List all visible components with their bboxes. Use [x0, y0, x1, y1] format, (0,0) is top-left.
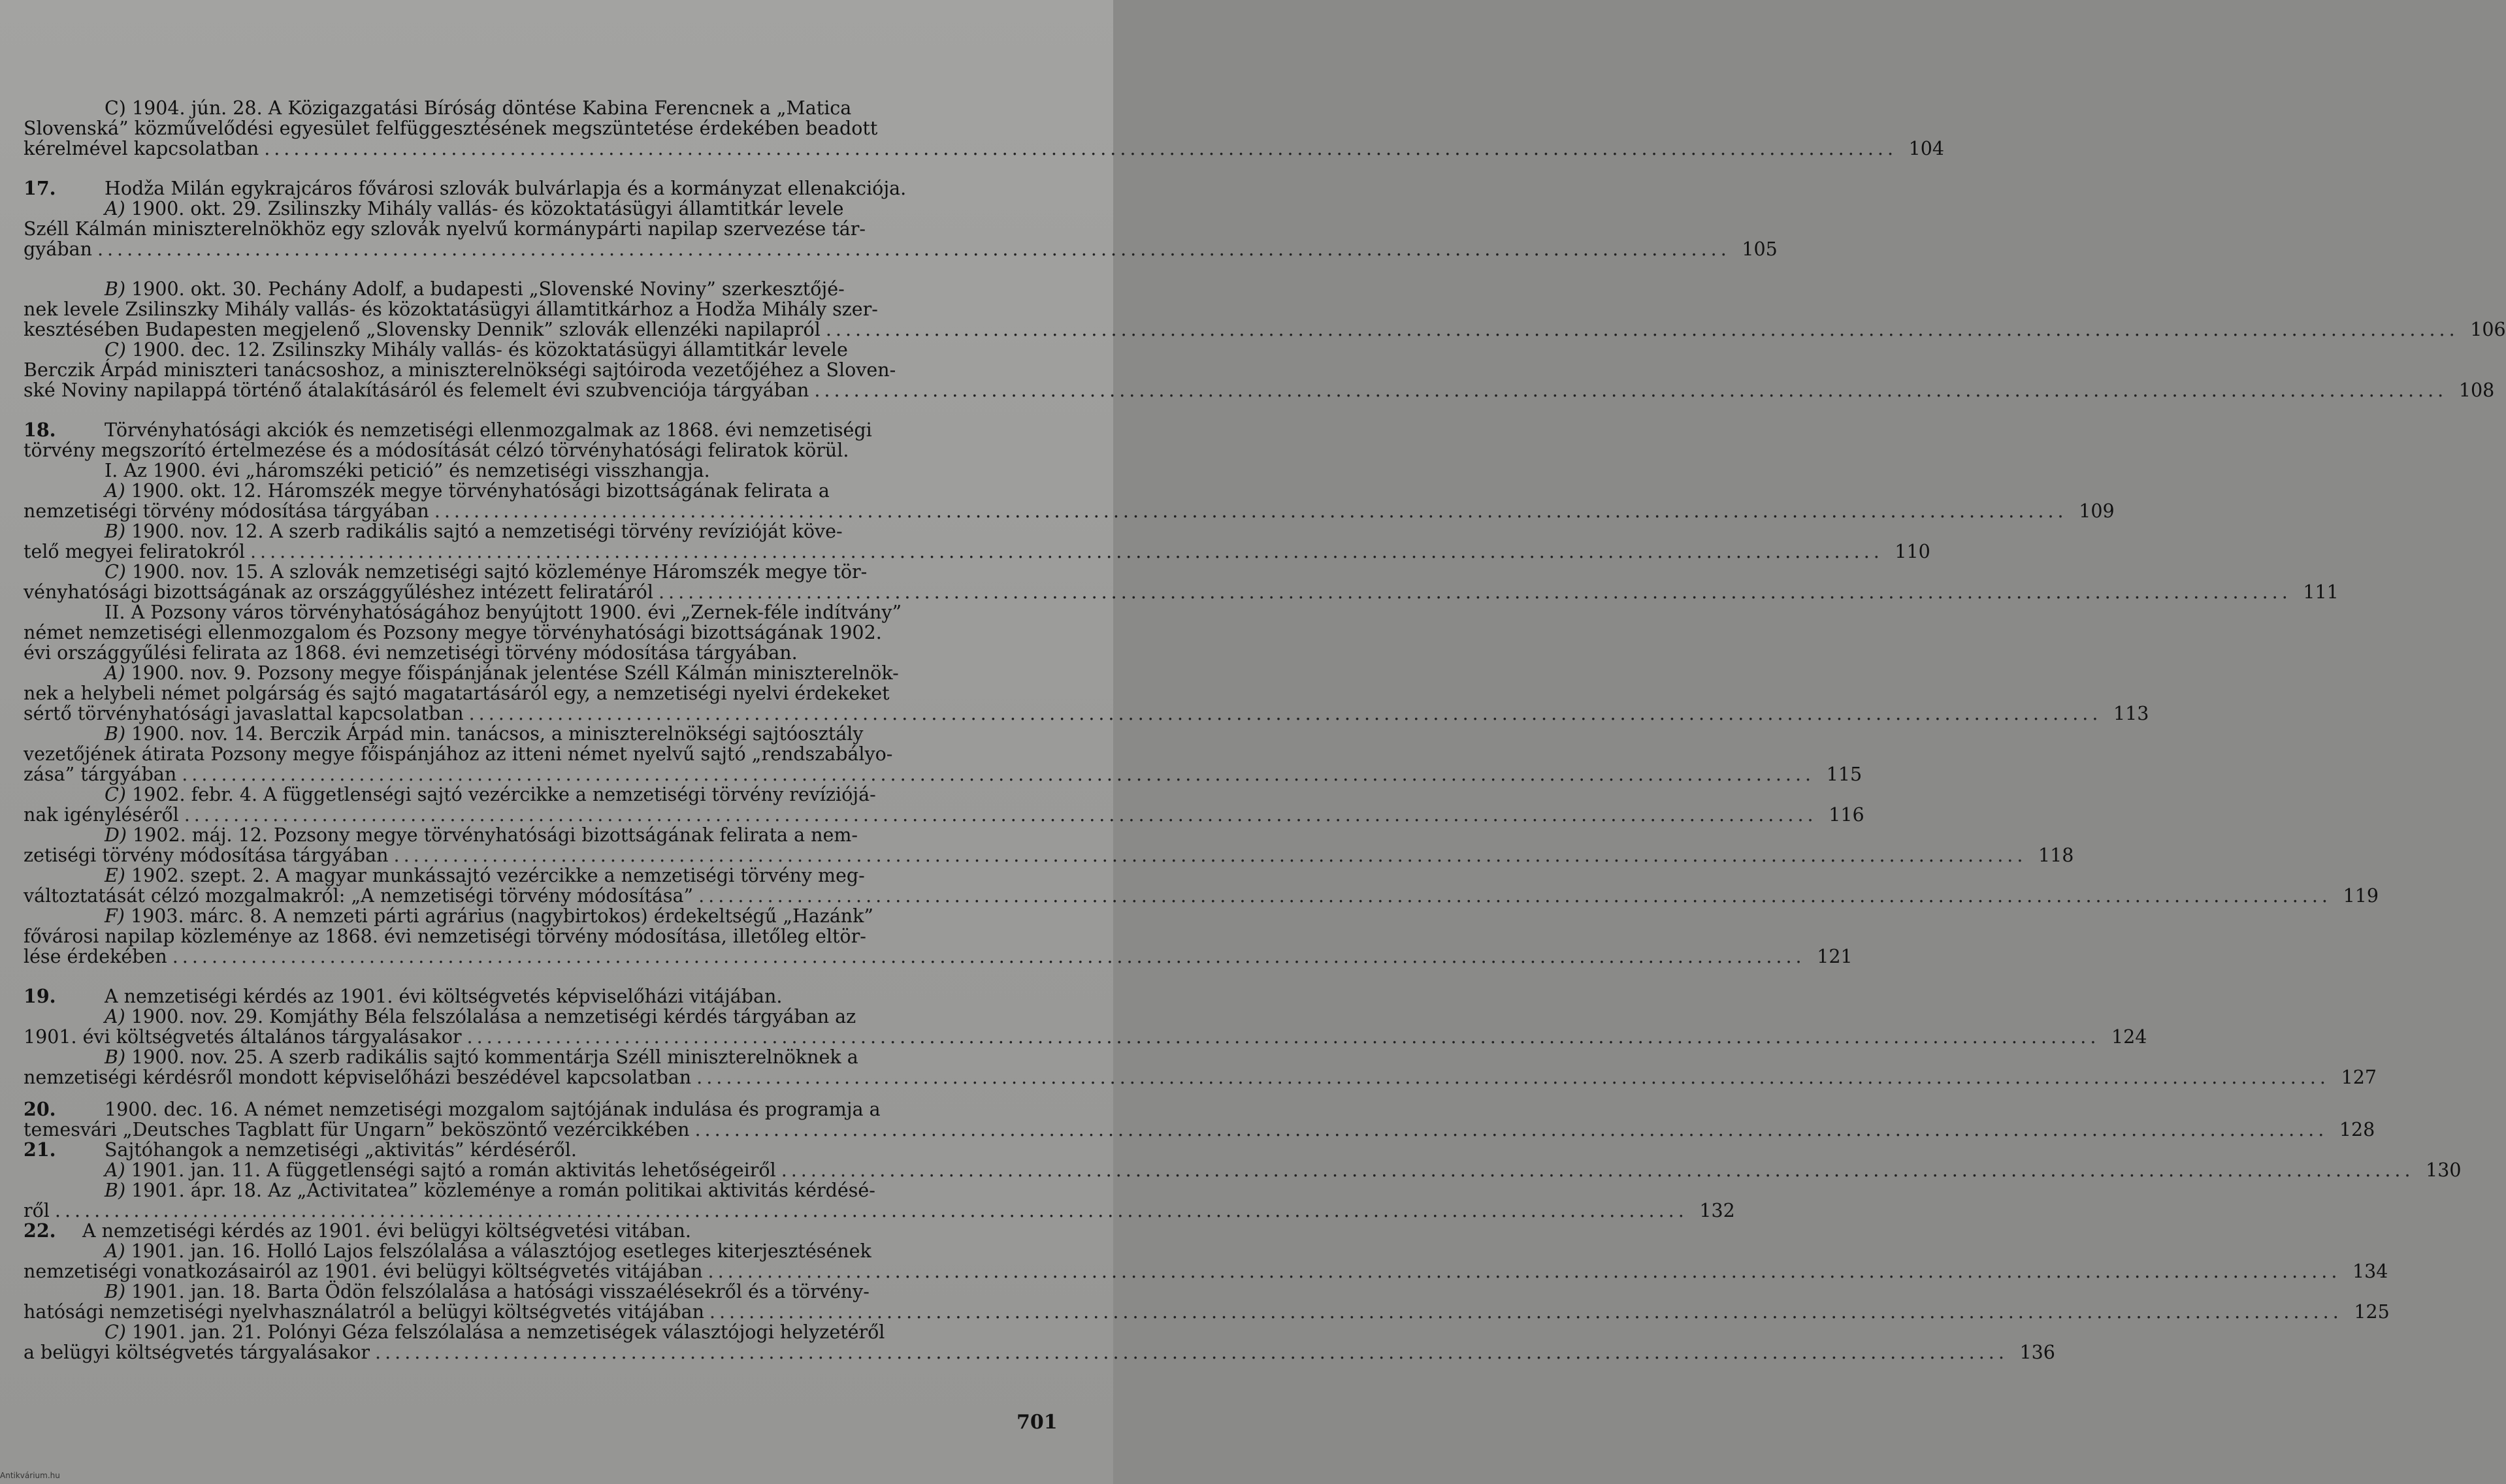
leader-dots: ......................................................................................................................................................................	[97, 238, 1731, 260]
page-number: 109	[2079, 500, 2115, 522]
entry-last-line	[24, 1342, 2055, 1363]
item-letter: C)	[105, 561, 126, 583]
entry-line: nemzetiségi törvény módosítása tárgyában	[24, 500, 429, 522]
entry-line: 22. A nemzetiségi kérdés az 1901. évi belügyi költségvetési vitában.	[24, 1219, 691, 1242]
item-letter: B)	[105, 278, 126, 300]
leader-dots: ......................................................................................................................................................................	[468, 703, 2102, 724]
entry-last-line	[24, 946, 1853, 967]
section-18	[24, 419, 2379, 967]
entry-line: változtatását célzó mozgalmakról: „A nemzetiségi törvény módosítása”	[24, 885, 694, 907]
leader-dots: ......................................................................................................................................................................	[393, 845, 2027, 866]
part-heading: I. Az 1900. évi „háromszéki petició” és nemzetiségi visszhangja.	[105, 460, 710, 481]
entry-line: nak igényléséről	[24, 804, 179, 826]
entry-line: nemzetiségi vonatkozásairól az 1901. évi belügyi költségvetés vitájában	[24, 1261, 703, 1282]
page-number: 121	[1817, 946, 1853, 967]
leader-dots: ......................................................................................................................................................................	[375, 1342, 2008, 1363]
entry-last-line	[24, 238, 1778, 260]
entry-line: C) 1904. jún. 28. A Közigazgatási Bíróság döntése Kabina Ferencnek a „Matica	[105, 97, 852, 119]
entry-line	[24, 178, 1056, 199]
entry-line: nek levele Zsilinszky Mihály vallás- és közoktatásügyi államtitkárhoz a Hodža Mihály szer-	[24, 298, 878, 320]
section-22	[24, 1219, 2390, 1363]
entry-line: a belügyi költségvetés tárgyalásakor	[24, 1342, 370, 1363]
entry-last-line	[24, 1261, 2388, 1282]
entry-line: törvény megszorító értelmezése és a módosítását célzó törvényhatósági feliratok körül.	[24, 440, 849, 461]
leader-dots: ......................................................................................................................................................................	[54, 1200, 1688, 1221]
entry-line: vényhatósági bizottságának az országgyűléshez intézett feliratáról	[24, 581, 653, 603]
page-number: 136	[2019, 1342, 2055, 1363]
page-number: 106	[2470, 319, 2506, 340]
entry-line: hatósági nemzetiségi nyelvhasználatról a belügyi költségvetés vitájában	[24, 1301, 704, 1323]
item-letter: C)	[105, 784, 126, 805]
entry-line: sértő törvényhatósági javaslattal kapcsolatban	[24, 703, 464, 724]
entry-last-line	[24, 581, 2339, 603]
section-number: 21.	[24, 1138, 56, 1161]
item-letter: E)	[105, 865, 125, 886]
leader-dots: ......................................................................................................................................................................	[698, 885, 2332, 907]
entry-line: fővárosi napilap közleménye az 1868. évi nemzetiségi törvény módosítása, illetőleg eltör-	[24, 926, 866, 947]
section-19	[24, 985, 2377, 1088]
page-number: 127	[2341, 1067, 2377, 1088]
item-letter: A)	[105, 1240, 125, 1262]
entry-line: 18. Törvényhatósági akciók és nemzetiségi ellenmozgalmak az 1868. évi nemzetiségi	[24, 419, 872, 441]
entry-line: C) 1902. febr. 4. A függetlenségi sajtó vezércikke a nemzetiségi törvény revíziójá-	[105, 784, 876, 805]
section-number: 18.	[24, 419, 56, 441]
entry-line: telő megyei feliratokról	[24, 541, 245, 562]
entry-line: vezetőjének átirata Pozsony megye főispánjához az itteni német nyelvű sajtó „rendszabályo-	[24, 743, 893, 765]
entry-last-line	[24, 764, 1863, 785]
entry-line: A) 1900. nov. 29. Komjáthy Béla felszólalása a nemzetiségi kérdés tárgyában az	[105, 1006, 856, 1027]
entry-line: B) 1901. jan. 18. Barta Ödön felszólalása a hatósági visszaélésekről és a törvény-	[105, 1281, 870, 1302]
item-letter: A)	[105, 198, 125, 219]
item-letter: B)	[105, 1180, 126, 1201]
entry-line: A) 1900. nov. 9. Pozsony megye főispánjának jelentése Széll Kálmán miniszterelnök-	[105, 662, 899, 684]
item-letter: C)	[105, 339, 126, 361]
entry-last-line	[24, 500, 2115, 522]
section-17	[24, 177, 2506, 401]
entry-last-line	[24, 703, 2149, 724]
entry-last-line	[24, 1200, 1735, 1221]
item-letter: A)	[105, 1006, 125, 1027]
entry-line: A) 1900. okt. 12. Háromszék megye törvényhatósági bizottságának felirata a	[105, 480, 830, 502]
page-number: 130	[2426, 1159, 2462, 1181]
page-number: 111	[2303, 581, 2339, 603]
leader-dots: ......................................................................................................................................................................	[182, 764, 1815, 785]
entry-last-line	[24, 541, 1930, 562]
leader-dots: ......................................................................................................................................................................	[781, 1159, 2415, 1181]
item-letter: B)	[105, 1046, 126, 1068]
page-number: 128	[2339, 1119, 2375, 1140]
entry-line: 21. Sajtóhangok a nemzetiségi „aktivitás” kérdéséről.	[24, 1138, 577, 1161]
section-21	[24, 1138, 2462, 1221]
leader-dots: ......................................................................................................................................................................	[825, 319, 2459, 340]
entry-line: Slovenská” közművelődési egyesület felfüggesztésének megszüntetése érdekében beadott	[24, 118, 878, 139]
section-title: Hodža Milán egykrajcáros fővárosi szlovák bulvárlapja és a kormányzat ellenakciója.	[105, 178, 907, 199]
page-number: 110	[1895, 541, 1930, 562]
item-letter: A)	[105, 480, 125, 502]
entry-line: E) 1902. szept. 2. A magyar munkássajtó vezércikke a nemzetiségi törvény meg-	[105, 865, 865, 886]
entry-last-line	[24, 1119, 2375, 1140]
entry-line: A) 1900. okt. 29. Zsilinszky Mihály vallás- és közoktatásügyi államtitkár levele	[105, 198, 844, 219]
item-letter: A)	[105, 662, 125, 684]
section-number: 20.	[24, 1098, 56, 1120]
entry-16c	[24, 97, 1945, 159]
entry-line: 20. 1900. dec. 16. A német nemzetiségi mozgalom sajtójának indulása és programja a	[24, 1098, 881, 1120]
entry-last-line	[24, 1301, 2390, 1323]
entry-last-line	[24, 1067, 2377, 1088]
page-number: 116	[1829, 804, 1864, 826]
page-number: 104	[1908, 138, 1945, 159]
table-of-contents	[24, 97, 2506, 1363]
entry-line: D) 1902. máj. 12. Pozsony megye törvényhatósági bizottságának felirata a nem-	[105, 824, 858, 846]
item-letter: F)	[105, 905, 125, 927]
page-number: 113	[2113, 703, 2149, 724]
leader-dots: ......................................................................................................................................................................	[708, 1261, 2341, 1282]
entry-last-line	[24, 1159, 2462, 1181]
entry-last-line	[24, 319, 2506, 340]
entry-line: lése érdekében	[24, 946, 167, 967]
page-folio: 701	[1017, 1411, 1058, 1434]
entry-line: 19. A nemzetiségi kérdés az 1901. évi költségvetés képviselőházi vitájában.	[24, 985, 783, 1007]
section-number: 17.	[24, 177, 56, 199]
entry-line: C) 1900. dec. 12. Zsilinszky Mihály vallás- és közoktatásügyi államtitkár levele	[105, 339, 848, 361]
entry-last-line	[24, 138, 1945, 159]
entry-line: német nemzetiségi ellenmozgalom és Pozsony megye törvényhatósági bizottságának 1902.	[24, 622, 882, 643]
leader-dots: ......................................................................................................................................................................	[466, 1026, 2100, 1048]
watermark: Antikvárium.hu	[0, 1471, 60, 1480]
item-letter: A)	[105, 1159, 125, 1181]
page-number: 105	[1742, 238, 1778, 260]
entry-line: ské Noviny napilappá történő átalakításáról és felemelt évi szubvenciója tárgyában	[24, 379, 809, 401]
section-number: 22.	[24, 1219, 56, 1242]
item-letter: B)	[105, 723, 126, 745]
page-number: 134	[2352, 1261, 2388, 1282]
leader-dots: ......................................................................................................................................................................	[184, 804, 1817, 826]
entry-last-line	[24, 885, 2379, 907]
item-letter: D)	[105, 824, 127, 846]
page-number: 125	[2354, 1301, 2390, 1323]
entry-line: Berczik Árpád miniszteri tanácsoshoz, a miniszterelnökségi sajtóiroda vezetőjéhez a Sloven-	[24, 359, 896, 381]
entry-line: ről	[24, 1200, 50, 1221]
section-20	[24, 1098, 2375, 1140]
item-letter: C)	[105, 1321, 126, 1343]
section-number: 19.	[24, 985, 56, 1007]
item-letter: B)	[105, 521, 126, 542]
entry-line: B) 1900. nov. 14. Berczik Árpád min. tanácsos, a miniszterelnökségi sajtóosztály	[105, 723, 864, 745]
entry-line: A) 1901. jan. 11. A függetlenségi sajtó a román aktivitás lehetőségeiről	[105, 1159, 776, 1181]
entry-line: nek a helybeli német polgárság és sajtó magatartásáról egy, a nemzetiségi nyelvi érdekeket	[24, 683, 890, 704]
leader-dots: ......................................................................................................................................................................	[172, 946, 1806, 967]
entry-line: F) 1903. márc. 8. A nemzeti párti agrárius (nagybirtokos) érdekeltségű „Hazánk”	[105, 905, 874, 927]
item-letter: B)	[105, 1281, 126, 1302]
entry-last-line	[24, 804, 1864, 826]
page-number: 118	[2038, 845, 2074, 866]
leader-dots: ......................................................................................................................................................................	[709, 1301, 2343, 1323]
leader-dots: ......................................................................................................................................................................	[264, 138, 1898, 159]
entry-line: A) 1901. jan. 16. Holló Lajos felszólalása a választójog esetleges kiterjesztésének	[105, 1240, 871, 1262]
leader-dots: ......................................................................................................................................................................	[814, 379, 2448, 401]
page-number: 124	[2111, 1026, 2147, 1048]
entry-line: C) 1901. jan. 21. Polónyi Géza felszólalása a nemzetiségek választójogi helyzetéről	[105, 1321, 885, 1343]
page-number: 108	[2458, 379, 2495, 401]
leader-dots: ......................................................................................................................................................................	[694, 1119, 2328, 1140]
leader-dots: ......................................................................................................................................................................	[434, 500, 2068, 522]
entry-line: évi országgyűlési felirata az 1868. évi nemzetiségi törvény módosítása tárgyában.	[24, 642, 798, 664]
entry-line: B) 1900. nov. 12. A szerb radikális sajtó a nemzetiségi törvény revízióját köve-	[105, 521, 843, 542]
entry-last-line	[24, 379, 2495, 401]
entry-line: B) 1900. nov. 25. A szerb radikális sajtó kommentárja Széll miniszterelnöknek a	[105, 1046, 858, 1068]
entry-line: nemzetiségi kérdésről mondott képviselőházi beszédével kapcsolatban	[24, 1067, 692, 1088]
part-heading: II. A Pozsony város törvényhatóságához benyújtott 1900. évi „Zernek-féle indítvány”	[105, 602, 902, 623]
leader-dots: ......................................................................................................................................................................	[696, 1067, 2330, 1088]
entry-line: B) 1901. ápr. 18. Az „Activitatea” közleménye a román politikai aktivitás kérdésé-	[105, 1180, 875, 1201]
leader-dots: ......................................................................................................................................................................	[658, 581, 2292, 603]
entry-line: kesztésében Budapesten megjelenő „Slovensky Dennik” szlovák ellenzéki napilapról	[24, 319, 821, 340]
entry-line: zetiségi törvény módosítása tárgyában	[24, 845, 389, 866]
entry-line: gyában	[24, 238, 92, 260]
entry-line: C) 1900. nov. 15. A szlovák nemzetiségi sajtó közleménye Háromszék megye tör-	[105, 561, 868, 583]
leader-dots: ......................................................................................................................................................................	[250, 541, 1883, 562]
entry-line: B) 1900. okt. 30. Pechány Adolf, a budapesti „Slovenské Noviny” szerkesztőjé-	[105, 278, 845, 300]
entry-last-line	[24, 1026, 2147, 1048]
page-number: 132	[1699, 1200, 1735, 1221]
entry-last-line	[24, 845, 2074, 866]
page-number: 119	[2343, 885, 2379, 907]
entry-line: 1901. évi költségvetés általános tárgyalásakor	[24, 1026, 462, 1048]
entry-line: temesvári „Deutsches Tagblatt für Ungarn” beköszöntő vezércikkében	[24, 1119, 690, 1140]
entry-line: zása” tárgyában	[24, 764, 177, 785]
entry-line: Széll Kálmán miniszterelnökhöz egy szlovák nyelvű kormánypárti napilap szervezése tár-	[24, 218, 866, 240]
page-number: 115	[1826, 764, 1863, 785]
entry-line: kérelmével kapcsolatban	[24, 138, 259, 159]
